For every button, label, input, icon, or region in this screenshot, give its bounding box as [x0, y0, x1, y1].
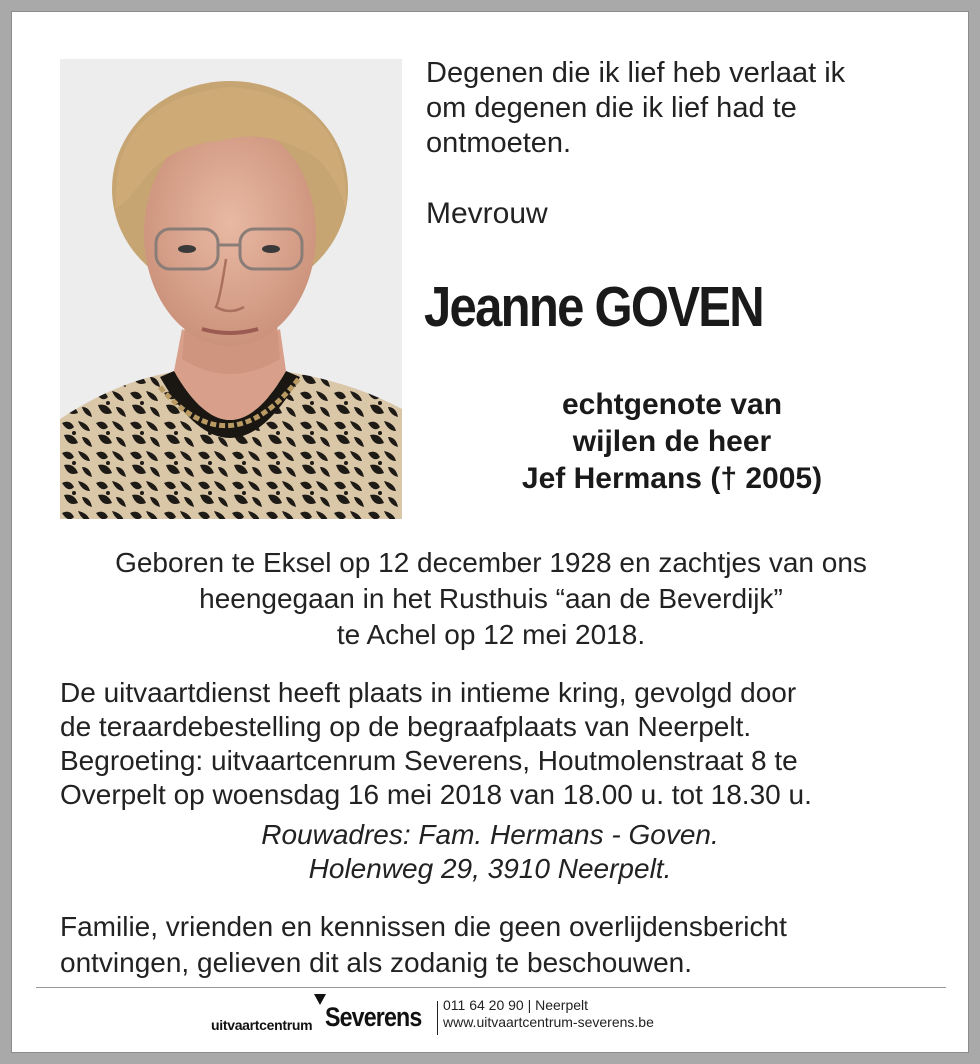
- mourning-address: [60, 818, 920, 886]
- rouwadres-line: Holenweg 29, 3910 Neerpelt.: [308, 853, 672, 884]
- footer-separator: [437, 1001, 438, 1035]
- funeral-service-details: [60, 676, 940, 812]
- quote-line: om degenen die ik lief had te: [426, 92, 797, 124]
- portrait-photo: [60, 59, 402, 519]
- service-line: Overpelt op woensdag 16 mei 2018 van 18.00 u. tot 18.30 u.: [60, 779, 812, 810]
- contact-phone: 011 64 20 90 | Neerpelt: [443, 997, 589, 1013]
- obituary-card: [11, 11, 969, 1053]
- spouse-line: Jef Hermans († 2005): [521, 462, 823, 495]
- footer-divider: [36, 987, 946, 988]
- service-line: de teraardebestelling op de begraafplaats van Neerpelt.: [60, 711, 752, 742]
- family-line: Familie, vrienden en kennissen die geen overlijdensbericht: [60, 911, 787, 942]
- logo-text-big: Severens: [325, 1002, 422, 1032]
- rouwadres-line: Rouwadres: Fam. Hermans - Goven.: [261, 819, 719, 850]
- spouse-line: echtgenote van: [561, 388, 783, 421]
- service-line: Begroeting: uitvaartcenrum Severens, Houtmolenstraat 8 te: [60, 745, 798, 776]
- family-line: ontvingen, gelieven dit als zodanig te beschouwen.: [60, 947, 692, 978]
- opening-quote: [426, 56, 946, 161]
- birth-line: te Achel op 12 mei 2018.: [336, 619, 646, 650]
- quote-line: ontmoeten.: [426, 127, 572, 159]
- quote-line: Degenen die ik lief heb verlaat ik: [426, 57, 846, 89]
- birth-line: heengegaan in het Rusthuis “aan de Beverdijk”: [199, 583, 783, 614]
- birth-line: Geboren te Eksel op 12 december 1928 en zachtjes van ons: [115, 547, 867, 578]
- deceased-name: Jeanne GOVEN: [424, 275, 763, 339]
- footer: [12, 993, 970, 1043]
- contact-website[interactable]: www.uitvaartcentrum-severens.be: [443, 1014, 654, 1030]
- spouse-line: wijlen de heer: [572, 425, 772, 458]
- birth-death-details: [32, 545, 950, 653]
- contact-info: [443, 997, 654, 1031]
- family-notice: [60, 909, 940, 981]
- service-line: De uitvaartdienst heeft plaats in intieme kring, gevolgd door: [60, 677, 797, 708]
- spouse-info: [442, 386, 902, 497]
- title-prefix: Mevrouw: [426, 197, 548, 230]
- logo-text-small: uitvaartcentrum: [211, 1017, 313, 1033]
